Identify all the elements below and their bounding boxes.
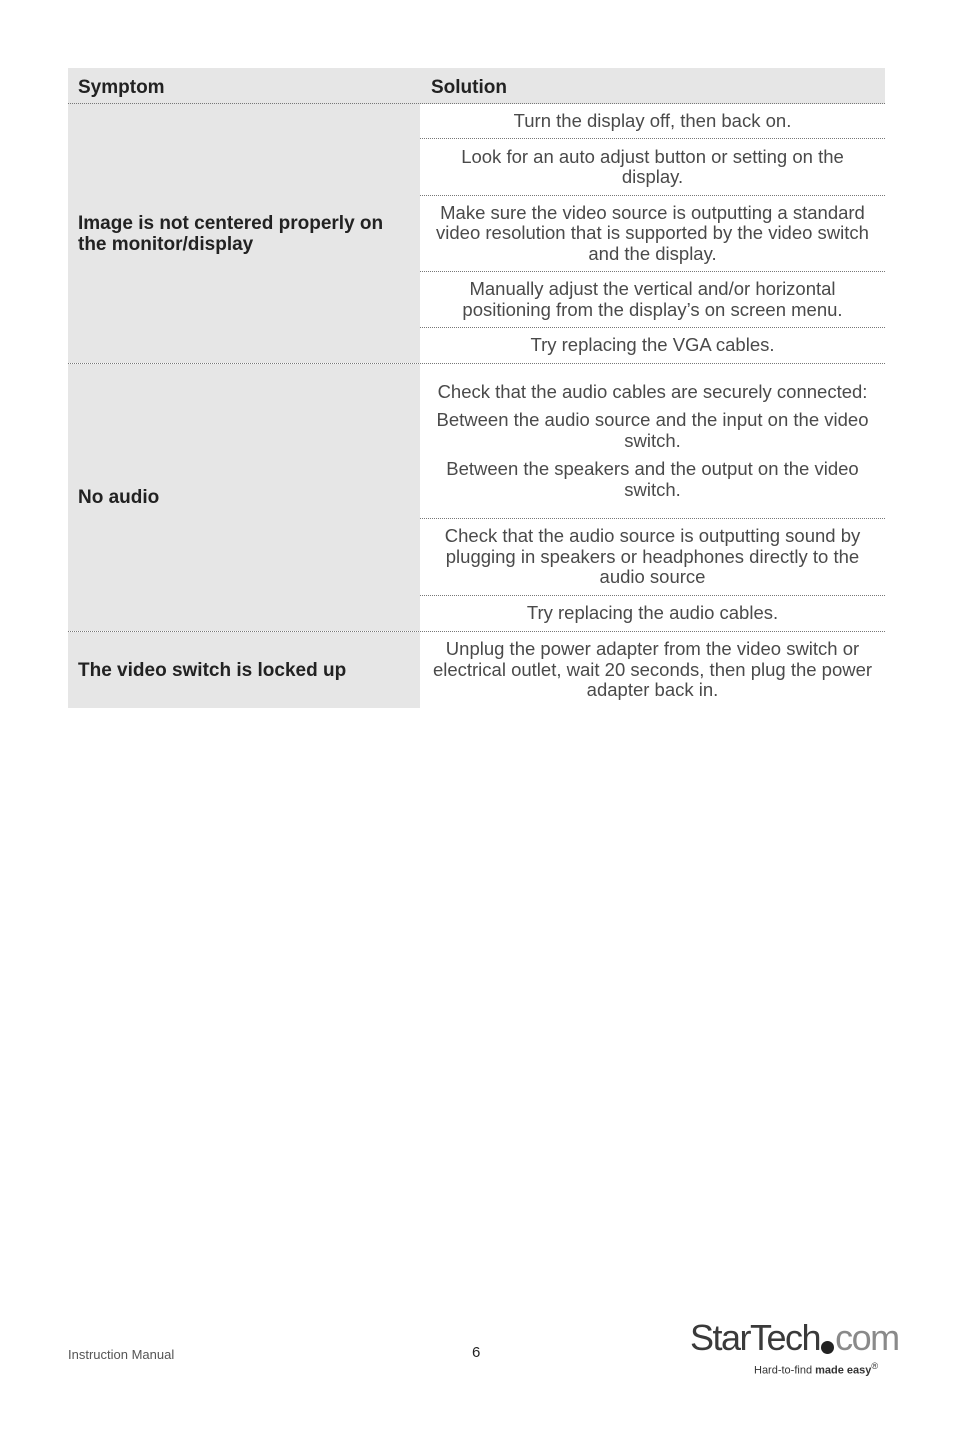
solution-item: Check that the audio source is outputting sound by plugging in speakers or headphones directly to the audio source xyxy=(420,519,885,596)
logo-name: StarTech xyxy=(690,1317,821,1358)
table-header xyxy=(68,68,885,104)
solutions-cell xyxy=(420,364,885,631)
logo-dot-icon xyxy=(821,1341,834,1354)
logo-domain: com xyxy=(835,1317,899,1358)
symptom-cell: No audio xyxy=(68,364,420,631)
solution-item: Look for an auto adjust button or setting on the display. xyxy=(420,139,885,196)
solution-item: Unplug the power adapter from the video switch or electrical outlet, wait 20 seconds, then plug the power adapter back in. xyxy=(432,638,873,701)
solution-item: Make sure the video source is outputting a standard video resolution that is supported by the video switch and the display. xyxy=(420,196,885,272)
footer-manual-label: Instruction Manual xyxy=(68,1347,175,1362)
table-row xyxy=(68,632,885,708)
solution-item: Try replacing the VGA cables. xyxy=(530,334,775,356)
troubleshooting-table xyxy=(68,68,885,708)
solution-item: Turn the display off, then back on. xyxy=(420,104,885,139)
solutions-cell xyxy=(420,104,885,363)
header-symptom: Symptom xyxy=(78,77,165,98)
page-number: 6 xyxy=(472,1344,481,1361)
symptom-cell: The video switch is locked up xyxy=(68,632,420,708)
logo-tagline: Hard-to-find made easy® xyxy=(754,1361,879,1377)
symptom-cell: Image is not centered properly on the monitor/display xyxy=(68,104,420,363)
table-row xyxy=(68,104,885,364)
solutions-cell xyxy=(420,632,885,708)
startech-logo xyxy=(690,1317,899,1378)
solution-item: Manually adjust the vertical and/or horizontal positioning from the display’s on screen menu. xyxy=(420,272,885,328)
solution-item: Try replacing the audio cables. xyxy=(526,602,779,624)
table-row xyxy=(68,364,885,632)
header-solution: Solution xyxy=(431,77,507,98)
solution-item: Check that the audio cables are securely connected: Between the audio source and the input on the video switch. Between the speakers and the output on the video switch. xyxy=(420,364,885,519)
logo-wordmark xyxy=(690,1317,899,1358)
